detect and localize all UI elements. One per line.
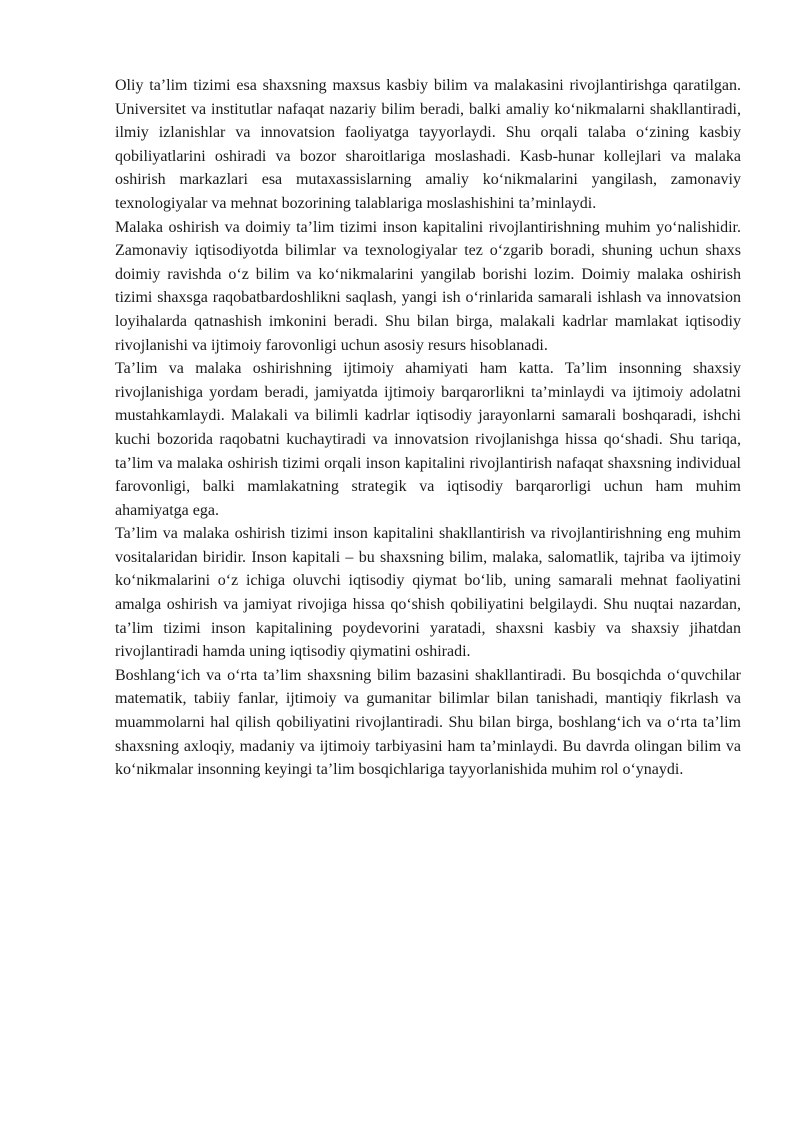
- paragraph-primary-secondary-education: Boshlang‘ich va o‘rta ta’lim shaxsning bilim bazasini shakllantiradi. Bu bosqichda o‘quvchilar matematik, tabiiy fanlar, ijtimoiy va gumanitar bilimlar bilan tanishadi, mantiqiy fikrlash va muammolarni hal qilish qobiliyatini rivojlantiradi. Shu bilan birga, boshlang‘ich va o‘rta ta’lim shaxsning axloqiy, madaniy va ijtimoiy tarbiyasini ham ta’minlaydi. Bu davrda olingan bilim va ko‘nikmalar insonning keyingi ta’lim bosqichlariga tayyorlanishida muhim rol o‘ynaydi.: [115, 666, 741, 779]
- paragraph-continuous-learning: Malaka oshirish va doimiy ta’lim tizimi inson kapitalini rivojlantirishning muhim yo‘nalishidir. Zamonaviy iqtisodiyotda bilimlar va texnologiyalar tez o‘zgarib boradi, shuning uchun shaxs doimiy ravishda o‘z bilim va ko‘nikmalarini yangilab borishi lozim. Doimiy malaka oshirish tizimi shaxsga raqobatbardoshlikni saqlash, yangi ish o‘rinlarida samarali ishlash va innovatsion loyihalarda qatnashish imkonini beradi. Shu bilan birga, malakali kadrlar mamlakat iqtisodiy rivojlanishi va ijtimoiy farovonligi uchun asosiy resurs hisoblanadi.: [115, 218, 741, 354]
- document-page: [115, 74, 741, 782]
- paragraph-social-importance: Ta’lim va malaka oshirishning ijtimoiy ahamiyati ham katta. Ta’lim insonning shaxsiy rivojlanishiga yordam beradi, jamiyatda ijtimoiy barqarorlikni ta’minlaydi va ijtimoiy adolatni mustahkamlaydi. Malakali va bilimli kadrlar iqtisodiy jarayonlarni samarali boshqaradi, ishchi kuchi bozorida raqobatni kuchaytiradi va innovatsion rivojlanishga hissa qo‘shadi. Shu tariqa, ta’lim va malaka oshirish tizimi orqali inson kapitalini rivojlantirish nafaqat shaxsning individual farovonligi, balki mamlakatning strategik va iqtisodiy barqarorligi uchun ham muhim ahamiyatga ega.: [115, 360, 741, 519]
- paragraph-human-capital: Ta’lim va malaka oshirish tizimi inson kapitalini shakllantirish va rivojlantirishning eng muhim vositalaridan biridir. Inson kapitali – bu shaxsning bilim, malaka, salomatlik, tajriba va ijtimoiy ko‘nikmalarini o‘z ichiga oluvchi iqtisodiy qiymat bo‘lib, uning samarali mehnat faoliyatini amalga oshirish va jamiyat rivojiga hissa qo‘shish qobiliyatini belgilaydi. Shu nuqtai nazardan, ta’lim tizimi inson kapitalining poydevorini yaratadi, shaxsni kasbiy va shaxsiy jihatdan rivojlantiradi hamda uning iqtisodiy qiymatini oshiradi.: [115, 525, 741, 661]
- paragraph-higher-education: Oliy ta’lim tizimi esa shaxsning maxsus kasbiy bilim va malakasini rivojlantirishga qaratilgan. Universitet va institutlar nafaqat nazariy bilim beradi, balki amaliy ko‘nikmalarni shakllantiradi, ilmiy izlanishlar va innovatsion faoliyatga tayyorlaydi. Shu orqali talaba o‘zining kasbiy qobiliyatlarini oshiradi va bozor sharoitlariga moslashadi. Kasb-hunar kollejlari va malaka oshirish markazlari esa mutaxassislarning amaliy ko‘nikmalarini yangilash, zamonaviy texnologiyalar va mehnat bozorining talablariga moslashishini ta’minlaydi.: [115, 77, 741, 212]
